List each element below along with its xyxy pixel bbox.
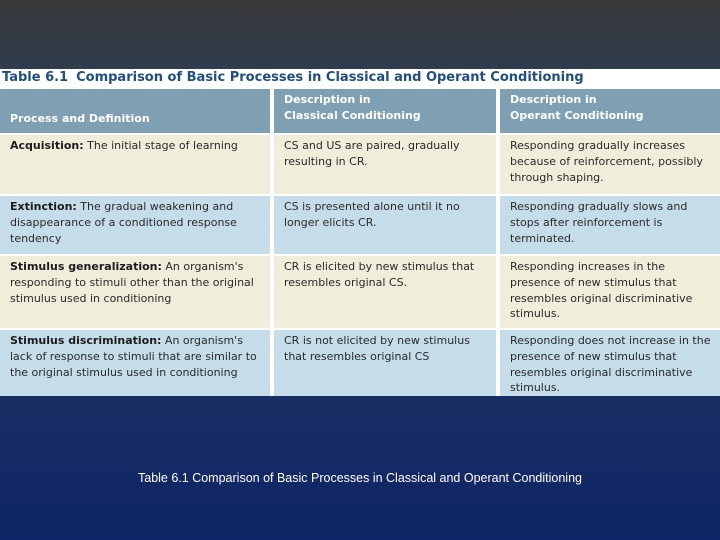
table-row-acquisition <box>0 135 720 196</box>
process-term: Extinction: <box>10 200 77 213</box>
header-operant <box>500 89 720 135</box>
table-header-row <box>0 89 720 135</box>
header-classical <box>274 89 500 135</box>
process-term: Stimulus discrimination: <box>10 334 162 347</box>
table-caption <box>0 69 720 89</box>
comparison-table <box>0 89 720 396</box>
classical-cell: CS is presented alone until it no longer elicits CR. <box>274 196 500 256</box>
operant-cell: Responding increases in the presence of new stimulus that resembles original discriminative stimulus. <box>500 256 720 330</box>
process-definition: The gradual weakening and disappearance of a conditioned response tendency <box>10 200 237 245</box>
operant-cell: Responding does not increase in the presence of new stimulus that resembles original discriminative stimulus. <box>500 330 720 396</box>
process-definition: The initial stage of learning <box>83 139 238 152</box>
classical-cell: CS and US are paired, gradually resulting in CR. <box>274 135 500 196</box>
process-definition: An organism's responding to stimuli other than the original stimulus used in conditioning <box>10 260 254 305</box>
process-cell <box>0 256 274 330</box>
table-row-extinction <box>0 196 720 256</box>
header-classical-line1: Description in <box>284 93 371 106</box>
table-row-stimulus-discrimination <box>0 330 720 396</box>
process-definition: An organism's lack of response to stimuli that are similar to the original stimulus used in conditioning <box>10 334 257 379</box>
table-image <box>0 69 720 396</box>
header-classical-line2: Classical Conditioning <box>284 108 421 122</box>
table-row-stimulus-generalization <box>0 256 720 330</box>
classical-cell: CR is elicited by new stimulus that resembles original CS. <box>274 256 500 330</box>
header-operant-line1: Description in <box>510 93 597 106</box>
process-term: Stimulus generalization: <box>10 260 162 273</box>
classical-cell: CR is not elicited by new stimulus that resembles original CS <box>274 330 500 396</box>
operant-cell: Responding gradually slows and stops after reinforcement is terminated. <box>500 196 720 256</box>
slide-caption: Table 6.1 Comparison of Basic Processes in Classical and Operant Conditioning <box>138 471 582 485</box>
process-cell <box>0 330 274 396</box>
header-process: Process and Definition <box>0 89 274 135</box>
process-cell <box>0 135 274 196</box>
table-title: Comparison of Basic Processes in Classical and Operant Conditioning <box>76 70 584 85</box>
process-term: Acquisition: <box>10 139 84 152</box>
header-operant-line2: Operant Conditioning <box>510 108 644 122</box>
process-cell <box>0 196 274 256</box>
table-number: Table 6.1 <box>2 70 69 85</box>
operant-cell: Responding gradually increases because of reinforcement, possibly through shaping. <box>500 135 720 196</box>
